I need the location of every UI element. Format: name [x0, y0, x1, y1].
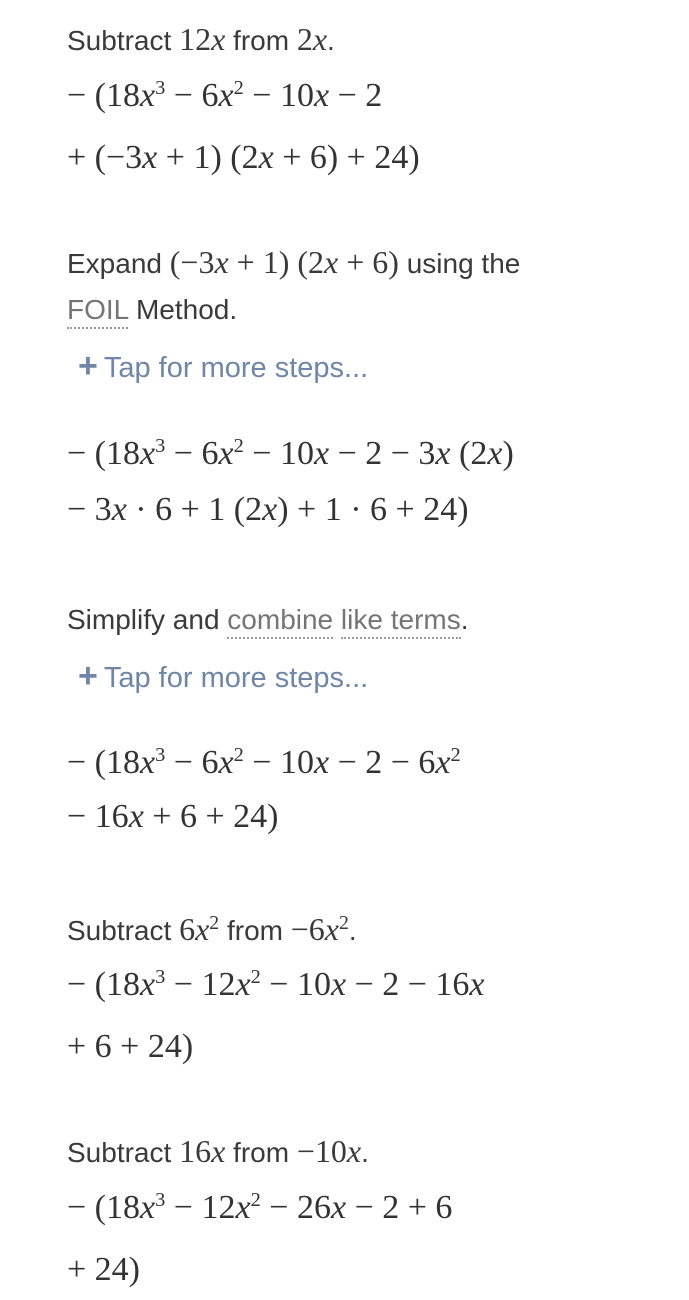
equation-line: − 3x · 6 + 1 (2x) + 1 · 6 + 24) [67, 491, 469, 528]
plus-icon: + [78, 347, 98, 385]
equation-line: − ($18x^3 - 12x^2 - 10x - 2 - 16x$ [67, 965, 485, 1003]
step-instruction: Subtract 16x from −10x. [67, 1133, 369, 1169]
equation-line: − ($18x^3 - 12x^2 - 26x - 2 + 6$ [67, 1188, 453, 1226]
equation [67, 965, 669, 1067]
step-instruction: Expand (−3x + 1) (2x + 6) using the [67, 244, 521, 280]
tap-more-steps-button[interactable]: + Tap for more steps... [78, 347, 369, 385]
like-terms-link[interactable]: like terms [341, 604, 461, 639]
foil-link[interactable]: FOIL [67, 294, 128, 329]
step-instruction: Subtract $6x^2$ from $-6x^2$. [67, 911, 357, 947]
equation-line: − 16x + 6 + 24) [67, 798, 279, 835]
math-inline: −10x [296, 1133, 362, 1169]
equation-line: − ($18x^3 - 6x^2 - 10x - 2 - 6x^2$ [67, 743, 461, 781]
math-inline: 12x [179, 21, 226, 57]
equation-line: + (−3x + 1) (2x + 6) + 24) [67, 139, 420, 176]
equation-line: − ($18x^3 - 6x^2 - 10x - 2$ [67, 76, 383, 114]
equation-line: + 6 + 24) [67, 1028, 194, 1065]
tap-more-steps-button[interactable]: + Tap for more steps... [78, 657, 369, 695]
math-inline: 16x [179, 1133, 226, 1169]
equation [67, 1188, 669, 1290]
math-inline: (−3x + 1) (2x + 6) [169, 244, 399, 280]
combine-link[interactable]: combine [227, 604, 333, 639]
equation-line: + 24) [67, 1251, 140, 1288]
math-inline: $6x^2$ [179, 911, 220, 947]
equation-line: − ($18x^3 - 6x^2 - 10x - 2 - 3x$ (2x) [67, 434, 514, 472]
step-instruction: Subtract 12x from 2x. [67, 21, 335, 57]
math-inline: 2x [296, 21, 328, 57]
step-instruction-cont: FOIL Method. [67, 293, 669, 327]
step-instruction: Simplify and combine like terms. [67, 603, 669, 637]
equation [67, 434, 669, 530]
equation [67, 76, 669, 178]
math-inline: $-6x^2$ [290, 911, 349, 947]
equation [67, 743, 669, 837]
plus-icon: + [78, 657, 98, 695]
